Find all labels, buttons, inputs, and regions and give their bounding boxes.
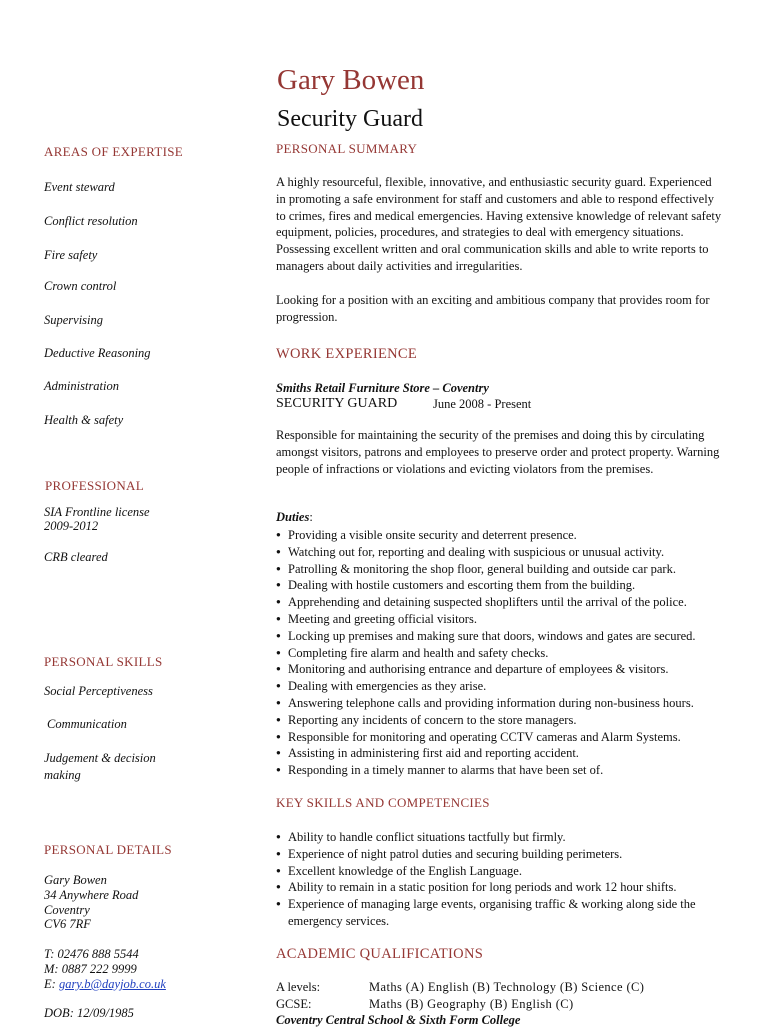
skill-item: Judgement & decision: [44, 751, 156, 765]
work-role: SECURITY GUARD: [276, 396, 398, 411]
skills-heading: PERSONAL SKILLS: [44, 654, 163, 669]
details-name: Gary Bowen: [44, 873, 107, 887]
duties-colon: :: [309, 510, 313, 524]
duty-item: ● Monitoring and authorising entrance and departure of employees & visitors.: [276, 661, 736, 678]
key-skill-item: ● Experience of night patrol duties and securing building perimeters.: [276, 846, 724, 863]
duty-item: ● Assisting in administering first aid and reporting accident.: [276, 745, 736, 762]
key-skill-item: ● Excellent knowledge of the English Language.: [276, 863, 724, 880]
duties-list: [276, 527, 736, 779]
expertise-item: Supervising: [44, 313, 104, 327]
a-levels-label: A levels:: [276, 980, 321, 994]
duties-label: Duties: [276, 510, 310, 524]
duty-item: ● Dealing with hostile customers and escorting them from the building.: [276, 577, 736, 594]
key-skill-item: ● Ability to remain in a static position for long periods and work 12 hour shifts.: [276, 879, 724, 896]
summary-heading: PERSONAL SUMMARY: [276, 141, 418, 156]
work-dates: June 2008 - Present: [433, 397, 532, 411]
duty-item: ● Reporting any incidents of concern to the store managers.: [276, 712, 736, 729]
school-name: Coventry Central School & Sixth Form College: [276, 1013, 521, 1027]
expertise-item: Deductive Reasoning: [44, 346, 151, 360]
expertise-item: Event steward: [44, 180, 115, 194]
details-address-line: 34 Anywhere Road: [44, 888, 139, 902]
duty-item: ● Dealing with emergencies as they arise.: [276, 678, 736, 695]
details-dob: DOB: 12/09/1985: [44, 1006, 134, 1020]
skill-item: Social Perceptiveness: [44, 684, 153, 698]
duty-item: ● Responsible for monitoring and operating CCTV cameras and Alarm Systems.: [276, 729, 736, 746]
work-heading: WORK EXPERIENCE: [276, 346, 418, 362]
a-levels-subjects: Maths (A) English (B) Technology (B) Science (C): [369, 980, 645, 994]
expertise-item: Conflict resolution: [44, 214, 138, 228]
duty-item: ● Locking up premises and making sure that doors, windows and gates are secured.: [276, 628, 736, 645]
key-skill-item: ● Experience of managing large events, organising traffic & working along side the emergency services.: [276, 896, 724, 930]
duty-item: ● Responding in a timely manner to alarms that have been set of.: [276, 762, 736, 779]
key-skills-list: [276, 829, 724, 930]
skill-item: Communication: [47, 717, 127, 731]
key-skill-item: ● Ability to handle conflict situations tactfully but firmly.: [276, 829, 724, 846]
summary-paragraph: A highly resourceful, flexible, innovative, and enthusiastic security guard. Experienced in promoting a safe environment for staff and customers and able to respond effectively to crimes, fires and medical emergencies. Having extensive knowledge of relevant safety equipment, policies, procedures, and strategies to deal with emergency situations. Possessing excellent written and oral communication skills and able to write reports to managers about daily activities and irregularities.: [276, 175, 722, 273]
gcse-subjects: Maths (B) Geography (B) English (C): [369, 997, 574, 1011]
details-email-row: [44, 977, 166, 992]
duty-item: ● Answering telephone calls and providing information during non-business hours.: [276, 695, 736, 712]
duties-label-row: [276, 510, 313, 525]
crb-status: CRB cleared: [44, 550, 108, 564]
details-postcode: CV6 7RF: [44, 917, 91, 931]
summary-paragraph-2: Looking for a position with an exciting and ambitious company that provides room for progression.: [276, 293, 710, 324]
duty-item: ● Apprehending and detaining suspected shoplifters until the arrival of the police.: [276, 594, 736, 611]
gcse-label: GCSE:: [276, 997, 312, 1011]
duty-item: ● Providing a visible onsite security and deterrent presence.: [276, 527, 736, 544]
work-description: Responsible for maintaining the security of the premises and doing this by circulating amongst visitors, patrons and employees to preserve order and protect property. Warning people of infractions or violations and evicting violators from the premises.: [276, 428, 720, 476]
license-text: SIA Frontline license: [44, 505, 150, 519]
details-city: Coventry: [44, 903, 90, 917]
expertise-item: Administration: [44, 379, 120, 393]
professional-heading: PROFESSIONAL: [45, 478, 144, 493]
license-years: 2009-2012: [44, 519, 99, 533]
expertise-item: Fire safety: [44, 248, 98, 262]
expertise-heading: AREAS OF EXPERTISE: [44, 144, 183, 159]
details-mobile: M: 0887 222 9999: [44, 962, 137, 976]
duty-item: ● Watching out for, reporting and dealing with suspicious or unusual activity.: [276, 544, 736, 561]
expertise-item: Health & safety: [44, 413, 124, 427]
academic-heading: ACADEMIC QUALIFICATIONS: [276, 946, 484, 962]
details-phone: T: 02476 888 5544: [44, 947, 139, 961]
details-heading: PERSONAL DETAILS: [44, 842, 172, 857]
employer: Smiths Retail Furniture Store – Coventry: [276, 381, 489, 395]
details-email-prefix: E:: [44, 977, 59, 991]
duty-item: ● Meeting and greeting official visitors.: [276, 611, 736, 628]
email-link[interactable]: gary.b@dayjob.co.uk: [58, 977, 166, 991]
expertise-item: Crown control: [44, 279, 117, 293]
resume-job-title: Security Guard: [277, 106, 423, 132]
key-skills-heading: KEY SKILLS AND COMPETENCIES: [276, 795, 490, 810]
duty-item: ● Completing fire alarm and health and safety checks.: [276, 645, 736, 662]
resume-name: Gary Bowen: [277, 64, 425, 96]
duty-item: ● Patrolling & monitoring the shop floor, general building and outside car park.: [276, 561, 736, 578]
skill-item-continued: making: [44, 768, 81, 782]
